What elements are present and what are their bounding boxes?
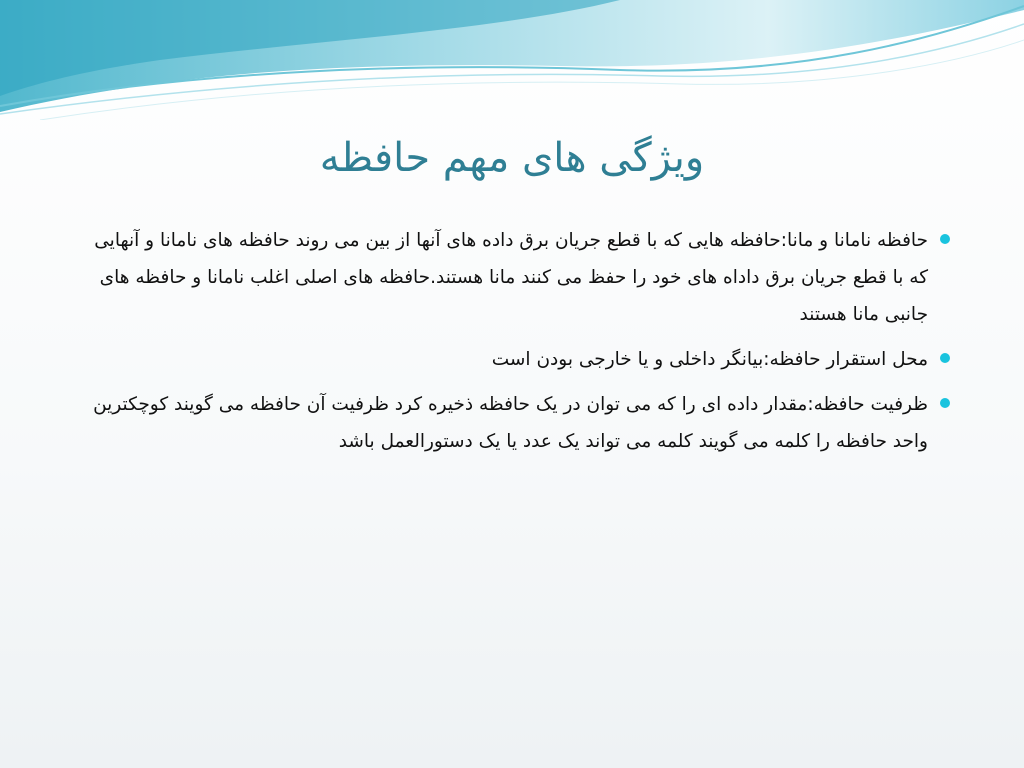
bullet-icon xyxy=(940,353,950,363)
list-item xyxy=(70,222,950,333)
slide-title: ویژگی های مهم حافظه xyxy=(319,135,705,181)
bullet-text: محل استقرار حافظه:بیانگر داخلی و یا خارجی بودن است xyxy=(491,349,928,370)
bullet-icon xyxy=(940,398,950,408)
bullet-list xyxy=(70,222,950,468)
list-item xyxy=(70,386,950,460)
bullet-icon xyxy=(940,234,950,244)
bullet-text: ظرفیت حافظه:مقدار داده ای را که می توان در یک حافظه ذخیره کرد ظرفیت آن حافظه می گویند کوچکترین واحد حافظه را کلمه می گویند کلمه می تواند یک عدد یا یک دستورالعمل باشد xyxy=(93,394,928,452)
list-item xyxy=(70,341,950,378)
bullet-text: حافظه نامانا و مانا:حافظه هایی که با قطع جریان برق داده های آنها از بین می روند حافظه های نامانا و آنهایی که با قطع جریان برق داداه های خود را حفظ می کنند مانا هستند.حافظه های اصلی اغلب نامانا و حافظه های جانبی مانا هستند xyxy=(94,230,928,325)
header-wave-decoration xyxy=(0,0,1024,120)
